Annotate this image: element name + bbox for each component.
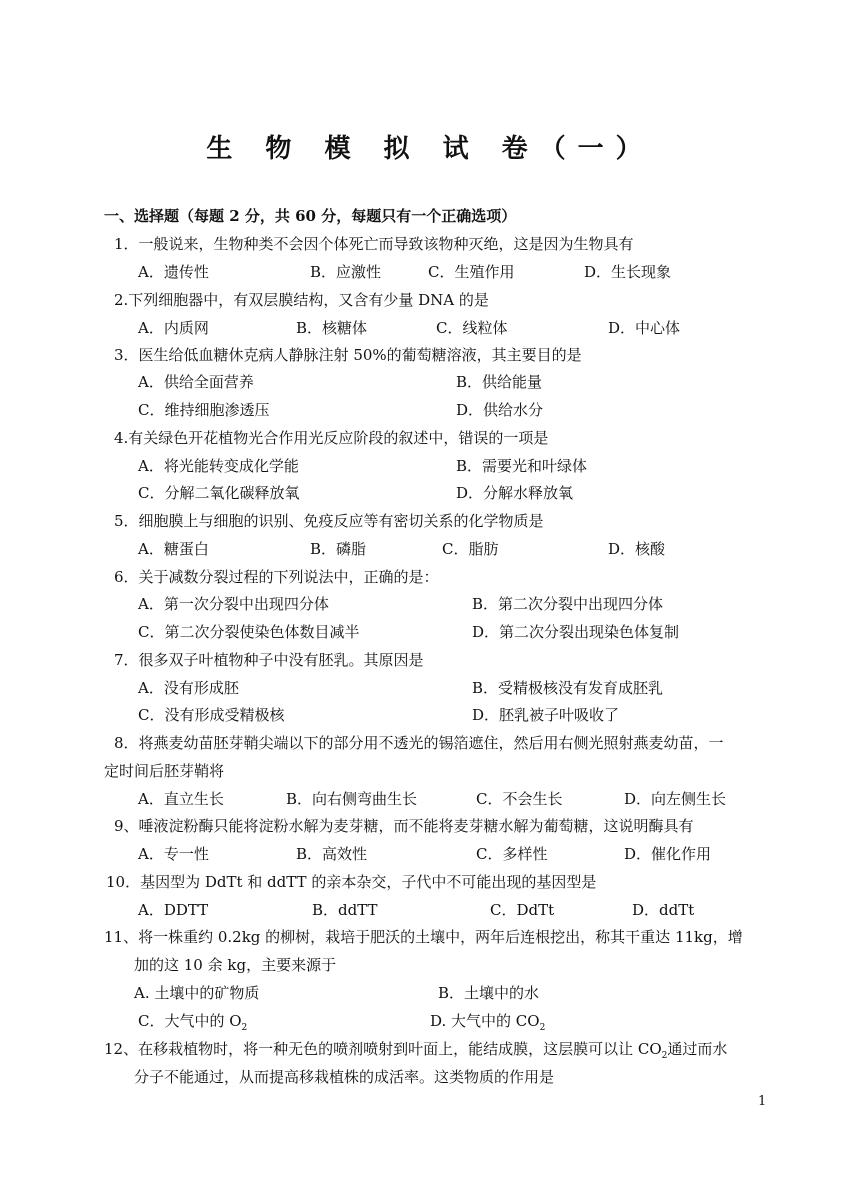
question-6-option-d: D．第二次分裂出现染色体复制 xyxy=(472,623,680,641)
question-2-stem: 2.下列细胞器中，有双层膜结构，又含有少量 DNA 的是 xyxy=(114,291,489,309)
question-3-option-c: C．维持细胞渗透压 xyxy=(138,401,270,419)
question-11-option-a: A. 土壤中的矿物质 xyxy=(134,984,260,1002)
question-4-option-a: A．将光能转变成化学能 xyxy=(138,457,299,475)
question-11-option-c-text: C．大气中的 O xyxy=(138,1012,242,1030)
question-1-stem: 1．一般说来，生物种类不会因个体死亡而导致该物种灭绝，这是因为生物具有 xyxy=(114,235,634,253)
question-1-option-a: A．遗传性 xyxy=(138,263,209,281)
question-11-option-d xyxy=(430,1011,545,1038)
question-10-stem: 10．基因型为 DdTt 和 ddTT 的亲本杂交，子代中不可能出现的基因型是 xyxy=(106,873,597,891)
question-4-option-d: D．分解水释放氧 xyxy=(456,484,574,502)
question-10-option-a: A．DDTT xyxy=(138,901,209,919)
question-12-stem-rest: 通过而水 xyxy=(667,1040,728,1058)
question-2-option-c: C．线粒体 xyxy=(436,319,508,337)
question-9-option-c: C．多样性 xyxy=(476,845,548,863)
question-5-stem: 5．细胞膜上与细胞的识别、免疫反应等有密切关系的化学物质是 xyxy=(114,512,544,530)
question-7-option-d: D．胚乳被子叶吸收了 xyxy=(472,706,620,724)
question-8-option-a: A．直立生长 xyxy=(138,790,224,808)
question-3-stem: 3．医生给低血糖休克病人静脉注射 50%的葡萄糖溶液，其主要目的是 xyxy=(114,346,582,364)
question-11-option-d-text: D. 大气中的 CO xyxy=(430,1012,540,1030)
question-2-option-a: A．内质网 xyxy=(138,319,209,337)
question-10-option-d: D．ddTt xyxy=(632,901,695,919)
question-2-option-d: D．中心体 xyxy=(608,319,681,337)
question-10-option-c: C．DdTt xyxy=(490,901,555,919)
question-10-option-b: B．ddTT xyxy=(312,901,378,919)
question-5-option-a: A．糖蛋白 xyxy=(138,540,209,558)
question-12-stem-text: 12、在移栽植物时，将一种无色的喷剂喷射到叶面上，能结成膜，这层膜可以让 CO xyxy=(104,1040,662,1058)
question-12-stem-cont: 分子不能通过，从而提高移栽植株的成活率。这类物质的作用是 xyxy=(134,1068,555,1086)
question-3-option-a: A．供给全面营养 xyxy=(138,373,254,391)
question-1-option-d: D．生长现象 xyxy=(584,263,672,281)
question-6-option-a: A．第一次分裂中出现四分体 xyxy=(138,595,329,613)
question-8-stem-cont: 定时间后胚芽鞘将 xyxy=(104,762,225,780)
question-4-option-b: B．需要光和叶绿体 xyxy=(456,457,588,475)
question-11-option-d-subscript: 2 xyxy=(539,1023,546,1033)
question-11-stem-cont: 加的这 10 余 kg，主要来源于 xyxy=(134,956,337,974)
page-number: 1 xyxy=(758,1094,767,1109)
question-5-option-b: B．磷脂 xyxy=(310,540,367,558)
question-8-option-b: B．向右侧弯曲生长 xyxy=(286,790,418,808)
question-6-option-c: C．第二次分裂使染色体数目减半 xyxy=(138,623,360,641)
question-11-option-c xyxy=(138,1011,247,1038)
question-7-option-a: A．没有形成胚 xyxy=(138,679,239,697)
question-7-stem: 7．很多双子叶植物种子中没有胚乳。其原因是 xyxy=(114,651,424,669)
question-9-option-d: D．催化作用 xyxy=(624,845,712,863)
question-8-option-d: D．向左侧生长 xyxy=(624,790,727,808)
question-8-option-c: C．不会生长 xyxy=(476,790,563,808)
question-6-option-b: B．第二次分裂中出现四分体 xyxy=(472,595,664,613)
question-6-stem: 6．关于减数分裂过程的下列说法中，正确的是： xyxy=(114,568,439,586)
question-12-stem-subscript: 2 xyxy=(661,1051,668,1061)
question-9-stem: 9、唾液淀粉酶只能将淀粉水解为麦芽糖，而不能将麦芽糖水解为葡萄糖，这说明酶具有 xyxy=(114,817,694,835)
question-2-option-b: B．核糖体 xyxy=(296,319,368,337)
question-3-option-d: D．供给水分 xyxy=(456,401,544,419)
question-1-option-b: B．应激性 xyxy=(310,263,382,281)
question-5-option-d: D．核酸 xyxy=(608,540,666,558)
question-11-option-c-subscript: 2 xyxy=(241,1023,248,1033)
question-4-option-c: C．分解二氧化碳释放氧 xyxy=(138,484,300,502)
page-title: 生 物 模 拟 试 卷（一） xyxy=(206,134,654,164)
question-7-option-c: C．没有形成受精极核 xyxy=(138,706,285,724)
question-5-option-c: C．脂肪 xyxy=(442,540,499,558)
question-11-stem: 11、将一株重约 0.2kg 的柳树，栽培于肥沃的土壤中，两年后连根挖出，称其干重达 11kg，增 xyxy=(104,928,743,946)
question-9-option-b: B．高效性 xyxy=(296,845,368,863)
question-4-stem: 4.有关绿色开花植物光合作用光反应阶段的叙述中，错误的一项是 xyxy=(114,429,549,447)
question-8-stem: 8．将燕麦幼苗胚芽鞘尖端以下的部分用不透光的锡箔遮住，然后用右侧光照射燕麦幼苗，一 xyxy=(114,734,724,752)
question-7-option-b: B．受精极核没有发育成胚乳 xyxy=(472,679,664,697)
section-heading: 一、选择题（每题 2 分，共 60 分，每题只有一个正确选项） xyxy=(104,207,517,225)
question-3-option-b: B．供给能量 xyxy=(456,373,543,391)
question-1-option-c: C．生殖作用 xyxy=(428,263,515,281)
question-11-option-b: B．土壤中的水 xyxy=(438,984,540,1002)
question-12-stem xyxy=(104,1039,727,1066)
question-9-option-a: A．专一性 xyxy=(138,845,209,863)
